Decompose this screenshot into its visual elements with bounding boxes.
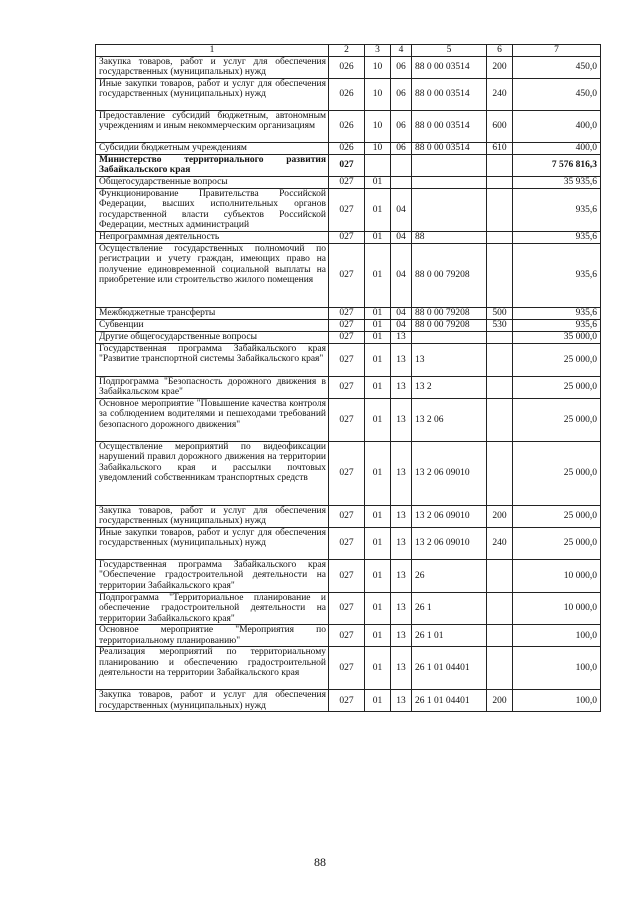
row-ministry-code: 026 (329, 79, 365, 111)
row-target-article: 13 2 (412, 377, 487, 399)
row-subsection: 13 (391, 647, 412, 690)
row-name: Закупка товаров, работ и услуг для обеспечения государственных (муниципальных) нужд (96, 57, 329, 79)
row-ministry-code: 027 (329, 320, 365, 332)
row-expense-type: 530 (487, 320, 513, 332)
row-amount: 400,0 (513, 111, 601, 143)
row-name: Закупка товаров, работ и услуг для обеспечения государственных (муниципальных) нужд (96, 690, 329, 712)
row-subsection: 13 (391, 399, 412, 442)
row-ministry-code: 027 (329, 344, 365, 377)
row-expense-type (487, 232, 513, 244)
row-subsection: 13 (391, 560, 412, 593)
row-target-article: 13 2 06 (412, 399, 487, 442)
table-row (96, 320, 601, 332)
row-ministry-code: 027 (329, 232, 365, 244)
row-amount: 100,0 (513, 647, 601, 690)
row-name: Межбюджетные трансферты (96, 308, 329, 320)
row-subsection (391, 177, 412, 189)
row-name: Основное мероприятие "Мероприятия по территориальному планированию" (96, 625, 329, 647)
row-name: Подпрограмма "Безопасность дорожного движения в Забайкальском крае" (96, 377, 329, 399)
table-row (96, 308, 601, 320)
row-name: Основное мероприятие "Повышение качества контроля за соблюдением водителями и пешеходами требований безопасного дорожного движения" (96, 399, 329, 442)
row-ministry-code: 027 (329, 506, 365, 528)
row-subsection: 04 (391, 308, 412, 320)
row-amount: 25 000,0 (513, 442, 601, 506)
row-expense-type (487, 155, 513, 177)
row-name: Осуществление мероприятий по видеофиксации нарушений правил дорожного движения на территории Забайкальского края и рассылки почтовых уведомлений собственникам транспортных средств (96, 442, 329, 506)
row-name: Другие общегосударственные вопросы (96, 332, 329, 344)
row-amount: 935,6 (513, 244, 601, 308)
row-section: 01 (365, 690, 391, 712)
row-expense-type: 240 (487, 79, 513, 111)
row-ministry-code: 027 (329, 690, 365, 712)
row-expense-type (487, 442, 513, 506)
row-ministry-code: 027 (329, 442, 365, 506)
row-section: 01 (365, 625, 391, 647)
row-amount: 10 000,0 (513, 560, 601, 593)
row-subsection: 13 (391, 344, 412, 377)
row-section: 01 (365, 593, 391, 625)
table-row (96, 399, 601, 442)
row-section: 10 (365, 143, 391, 155)
row-expense-type (487, 177, 513, 189)
table-row (96, 690, 601, 712)
row-target-article (412, 189, 487, 232)
row-target-article: 26 1 01 (412, 625, 487, 647)
row-expense-type (487, 344, 513, 377)
row-subsection (391, 155, 412, 177)
table-row (96, 143, 601, 155)
row-ministry-code: 027 (329, 308, 365, 320)
row-ministry-code: 027 (329, 244, 365, 308)
row-expense-type (487, 244, 513, 308)
row-subsection: 04 (391, 232, 412, 244)
table-row (96, 344, 601, 377)
row-subsection: 13 (391, 593, 412, 625)
row-section (365, 155, 391, 177)
row-subsection: 06 (391, 143, 412, 155)
row-ministry-code: 027 (329, 332, 365, 344)
row-name: Государственная программа Забайкальского края "Обеспечение градостроительной деятельности на территории Забайкальского края" (96, 560, 329, 593)
row-target-article (412, 177, 487, 189)
row-name: Субвенции (96, 320, 329, 332)
row-section: 01 (365, 332, 391, 344)
row-name: Министерство территориального развития Забайкальского края (96, 155, 329, 177)
row-ministry-code: 027 (329, 155, 365, 177)
row-section: 01 (365, 344, 391, 377)
row-target-article: 13 2 06 09010 (412, 528, 487, 560)
row-target-article: 26 1 01 04401 (412, 647, 487, 690)
row-subsection: 06 (391, 79, 412, 111)
row-subsection: 13 (391, 377, 412, 399)
row-name: Подпрограмма "Территориальное планирование и обеспечение градостроительной деятельности на территории Забайкальского края" (96, 593, 329, 625)
table-row (96, 593, 601, 625)
row-subsection: 13 (391, 332, 412, 344)
row-section: 01 (365, 528, 391, 560)
table-row (96, 57, 601, 79)
row-ministry-code: 027 (329, 625, 365, 647)
row-expense-type: 240 (487, 528, 513, 560)
table-row (96, 79, 601, 111)
row-expense-type (487, 593, 513, 625)
row-subsection: 13 (391, 506, 412, 528)
row-target-article: 88 (412, 232, 487, 244)
row-expense-type: 200 (487, 506, 513, 528)
row-target-article: 88 0 00 03514 (412, 79, 487, 111)
row-section: 01 (365, 177, 391, 189)
row-section: 01 (365, 506, 391, 528)
row-expense-type (487, 560, 513, 593)
row-expense-type: 610 (487, 143, 513, 155)
row-section: 01 (365, 647, 391, 690)
row-amount: 450,0 (513, 79, 601, 111)
row-ministry-code: 027 (329, 399, 365, 442)
row-amount: 935,6 (513, 320, 601, 332)
table-row (96, 528, 601, 560)
row-subsection: 13 (391, 442, 412, 506)
row-target-article: 13 2 06 09010 (412, 442, 487, 506)
row-section: 01 (365, 377, 391, 399)
row-ministry-code: 027 (329, 593, 365, 625)
row-target-article: 26 (412, 560, 487, 593)
row-section: 01 (365, 320, 391, 332)
row-target-article: 88 0 00 79208 (412, 244, 487, 308)
budget-table-container (95, 44, 601, 712)
row-target-article: 88 0 00 03514 (412, 143, 487, 155)
row-subsection: 13 (391, 690, 412, 712)
header-cell: 5 (412, 45, 487, 57)
row-amount: 100,0 (513, 690, 601, 712)
row-section: 10 (365, 57, 391, 79)
row-amount: 25 000,0 (513, 506, 601, 528)
row-name: Реализация мероприятий по территориальному планированию и обеспечению градостроительной деятельности на территории Забайкальского края (96, 647, 329, 690)
row-amount: 25 000,0 (513, 528, 601, 560)
row-amount: 935,6 (513, 189, 601, 232)
row-expense-type (487, 399, 513, 442)
row-ministry-code: 027 (329, 647, 365, 690)
row-subsection: 04 (391, 244, 412, 308)
row-section: 01 (365, 189, 391, 232)
row-amount: 35 000,0 (513, 332, 601, 344)
row-name: Предоставление субсидий бюджетным, автономным учреждениям и иным некоммерческим организациям (96, 111, 329, 143)
row-ministry-code: 027 (329, 189, 365, 232)
row-target-article: 13 2 06 09010 (412, 506, 487, 528)
row-amount: 400,0 (513, 143, 601, 155)
row-name: Иные закупки товаров, работ и услуг для обеспечения государственных (муниципальных) нужд (96, 528, 329, 560)
table-row (96, 377, 601, 399)
header-cell: 3 (365, 45, 391, 57)
row-section: 10 (365, 79, 391, 111)
row-target-article (412, 155, 487, 177)
row-amount: 25 000,0 (513, 399, 601, 442)
row-expense-type (487, 189, 513, 232)
row-target-article: 26 1 01 04401 (412, 690, 487, 712)
row-amount: 25 000,0 (513, 344, 601, 377)
header-cell: 1 (96, 45, 329, 57)
table-row (96, 244, 601, 308)
row-name: Государственная программа Забайкальского края "Развитие транспортной системы Забайкальского края" (96, 344, 329, 377)
row-expense-type: 200 (487, 57, 513, 79)
row-section: 01 (365, 560, 391, 593)
header-cell: 2 (329, 45, 365, 57)
row-expense-type (487, 377, 513, 399)
row-subsection: 04 (391, 189, 412, 232)
row-name: Субсидии бюджетным учреждениям (96, 143, 329, 155)
row-amount: 935,6 (513, 232, 601, 244)
row-name: Осуществление государственных полномочий по регистрации и учету граждан, имеющих право на получение единовременной социальной выплаты на приобретение или строительство жилого помещения (96, 244, 329, 308)
row-subsection: 06 (391, 57, 412, 79)
row-target-article: 88 0 00 03514 (412, 57, 487, 79)
row-target-article: 26 1 (412, 593, 487, 625)
row-ministry-code: 027 (329, 528, 365, 560)
row-section: 01 (365, 442, 391, 506)
table-row (96, 506, 601, 528)
row-ministry-code: 027 (329, 560, 365, 593)
table-row (96, 111, 601, 143)
table-row (96, 232, 601, 244)
row-section: 01 (365, 232, 391, 244)
header-cell: 4 (391, 45, 412, 57)
page-number: 88 (314, 855, 326, 869)
row-name: Непрограммная деятельность (96, 232, 329, 244)
row-section: 01 (365, 399, 391, 442)
row-target-article: 88 0 00 03514 (412, 111, 487, 143)
row-amount: 100,0 (513, 625, 601, 647)
row-amount: 7 576 816,3 (513, 155, 601, 177)
row-section: 10 (365, 111, 391, 143)
row-expense-type: 600 (487, 111, 513, 143)
table-row (96, 332, 601, 344)
row-target-article: 88 0 00 79208 (412, 320, 487, 332)
row-expense-type: 500 (487, 308, 513, 320)
row-amount: 450,0 (513, 57, 601, 79)
row-ministry-code: 026 (329, 143, 365, 155)
row-expense-type (487, 332, 513, 344)
row-target-article: 13 (412, 344, 487, 377)
row-section: 01 (365, 244, 391, 308)
row-ministry-code: 026 (329, 111, 365, 143)
budget-table (95, 44, 601, 712)
header-cell: 7 (513, 45, 601, 57)
row-section: 01 (365, 308, 391, 320)
row-subsection: 06 (391, 111, 412, 143)
row-target-article (412, 332, 487, 344)
table-row (96, 625, 601, 647)
table-row (96, 155, 601, 177)
table-row (96, 560, 601, 593)
row-amount: 10 000,0 (513, 593, 601, 625)
row-subsection: 13 (391, 528, 412, 560)
row-expense-type: 200 (487, 690, 513, 712)
row-ministry-code: 026 (329, 57, 365, 79)
row-name: Функционирование Правительства Российской Федерации, высших исполнительных органов государственной власти субъектов Российской Федерации, местных администраций (96, 189, 329, 232)
row-subsection: 04 (391, 320, 412, 332)
row-ministry-code: 027 (329, 177, 365, 189)
row-expense-type (487, 625, 513, 647)
table-row (96, 189, 601, 232)
row-target-article: 88 0 00 79208 (412, 308, 487, 320)
row-expense-type (487, 647, 513, 690)
row-ministry-code: 027 (329, 377, 365, 399)
row-name: Общегосударственные вопросы (96, 177, 329, 189)
table-row (96, 177, 601, 189)
header-cell: 6 (487, 45, 513, 57)
table-row (96, 647, 601, 690)
row-subsection: 13 (391, 625, 412, 647)
table-row (96, 442, 601, 506)
row-amount: 35 935,6 (513, 177, 601, 189)
row-amount: 935,6 (513, 308, 601, 320)
row-name: Иные закупки товаров, работ и услуг для обеспечения государственных (муниципальных) нужд (96, 79, 329, 111)
row-name: Закупка товаров, работ и услуг для обеспечения государственных (муниципальных) нужд (96, 506, 329, 528)
row-amount: 25 000,0 (513, 377, 601, 399)
header-row (96, 45, 601, 57)
